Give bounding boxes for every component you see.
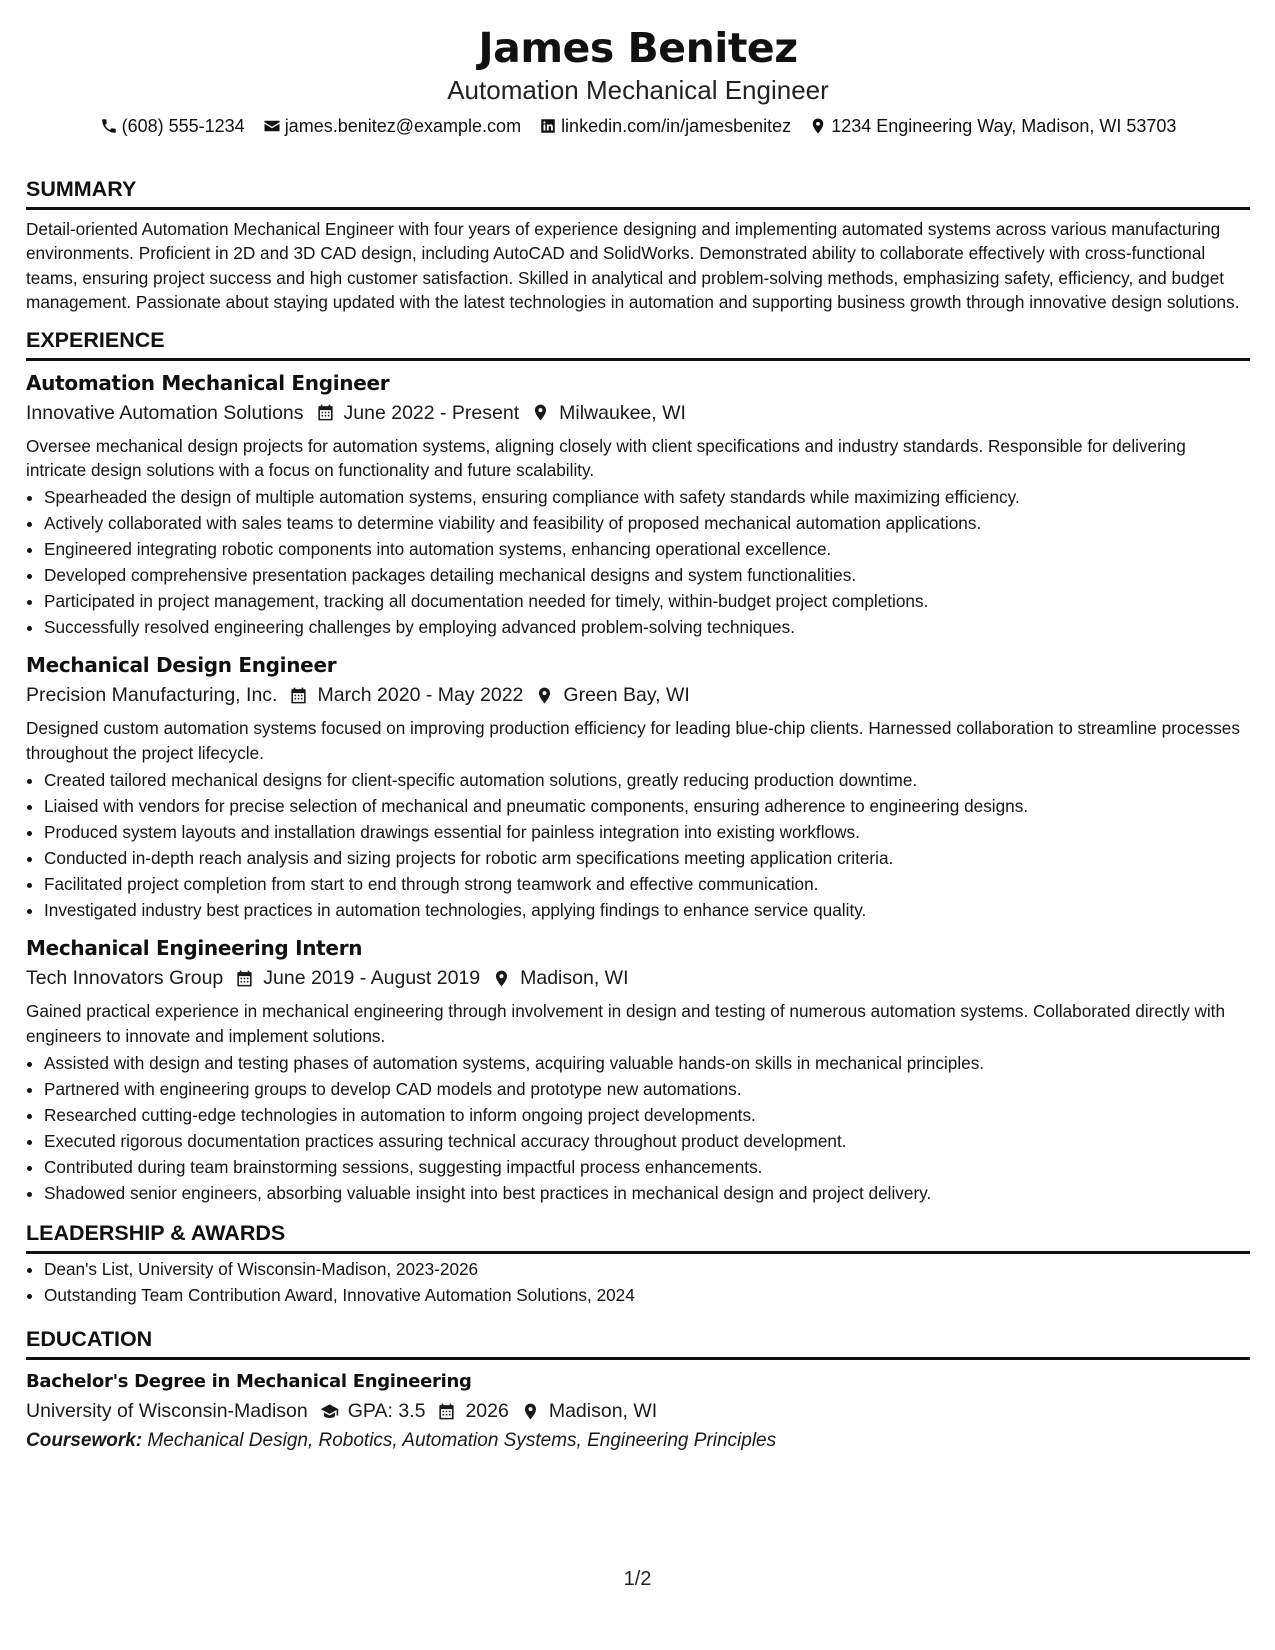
job-meta [26,680,1250,710]
job-company: Tech Innovators Group [26,967,224,990]
job-location: Green Bay, WI [563,684,690,707]
job-location: Madison, WI [520,967,629,990]
education-meta [26,1396,1250,1426]
list-item: • Produced system layouts and installation drawings essential for painless integration into existing workflows. [44,819,1250,845]
map-pin-icon [492,969,511,988]
job-location: Milwaukee, WI [559,401,686,424]
leadership-heading: LEADERSHIP & AWARDS [26,1220,1250,1254]
degree-title: Bachelor's Degree in Mechanical Engineering [26,1371,472,1393]
job-title: Mechanical Design Engineer [26,653,337,678]
job-bullets [26,484,1250,640]
job-dates: March 2020 - May 2022 [317,684,524,707]
job-dates: June 2019 - August 2019 [263,967,481,990]
job-entry [26,368,1250,641]
list-item: • Created tailored mechanical designs for client-specific automation solutions, greatly reducing production downtime. [44,767,1250,793]
map-pin-icon [809,117,827,135]
job-meta [26,398,1250,428]
graduation-cap-icon [320,1402,339,1421]
phone-icon [100,117,118,135]
job-entry [26,650,1250,923]
phone-text: (608) 555-1234 [121,116,245,136]
envelope-icon [263,117,281,135]
list-item: • Spearheaded the design of multiple automation systems, ensuring compliance with safety standards while maximizing efficiency. [44,484,1250,510]
list-item: • Liaised with vendors for precise selection of mechanical and pneumatic components, ensuring adherence to engineering designs. [44,793,1250,819]
job-meta [26,963,1250,993]
map-pin-icon [521,1402,540,1421]
job-description: Designed custom automation systems focused on improving production efficiency for leading blue-chip clients. Harnessed collaboration to streamline processes throughout the project lifecycle. [26,718,1240,763]
list-item: • Contributed during team brainstorming sessions, suggesting impactful process enhancements. [44,1154,1250,1180]
address-text: 1234 Engineering Way, Madison, WI 53703 [831,116,1177,136]
list-item: • Dean's List, University of Wisconsin-Madison, 2023-2026 [44,1256,1250,1282]
list-item: • Executed rigorous documentation practices assuring technical accuracy throughout product development. [44,1128,1250,1154]
list-item: • Successfully resolved engineering challenges by employing advanced problem-solving techniques. [44,614,1250,640]
calendar-icon [437,1402,456,1421]
contact-phone [100,114,245,138]
list-item: • Shadowed senior engineers, absorbing valuable insight into best practices in mechanical design and project delivery. [44,1180,1250,1206]
contact-address [809,114,1176,138]
calendar-icon [289,686,308,705]
email-link[interactable]: james.benitez@example.com [284,116,522,136]
page-indicator: 1/2 [623,1568,652,1590]
experience-heading: EXPERIENCE [26,327,1250,361]
list-item: • Developed comprehensive presentation packages detailing mechanical designs and system functionalities. [44,562,1250,588]
coursework-list: Mechanical Design, Robotics, Automation Systems, Engineering Principles [147,1430,777,1452]
education-location: Madison, WI [548,1400,658,1423]
job-description: Gained practical experience in mechanical engineering through involvement in design and testing of numerous automation systems. Collaborated directly with engineers to innovate and implement solutions. [26,1001,1226,1046]
contact-email[interactable] [263,114,521,138]
summary-heading: SUMMARY [26,176,1250,210]
job-dates: June 2022 - Present [343,401,520,424]
coursework-label: Coursework: [26,1430,143,1452]
list-item: • Engineered integrating robotic components into automation systems, enhancing operational excellence. [44,536,1250,562]
gpa-text: GPA: 3.5 [347,1400,426,1423]
map-pin-icon [535,686,554,705]
job-entry [26,933,1250,1206]
resume-page [26,22,1250,1456]
list-item: • Assisted with design and testing phases of automation systems, acquiring valuable hands-on skills in mechanical principles. [44,1050,1250,1076]
contact-linkedin[interactable] [539,114,791,138]
awards-list [26,1256,1250,1308]
candidate-name: James Benitez [478,24,798,72]
graduation-year: 2026 [465,1400,509,1423]
job-company: Precision Manufacturing, Inc. [26,684,278,707]
summary-text: Detail-oriented Automation Mechanical Engineer with four years of experience designing and implementing automated systems across various manufacturing environments. Proficient in 2D and 3D CAD design, including AutoCAD and SolidWorks. Demonstrated ability to collaborate effectively with cross-functional teams, ensuring project success and high customer satisfaction. Skilled in analytical and problem-solving methods, emphasizing safety, efficiency, and budget management. Passionate about staying updated with the latest technologies in automation and supporting business growth through innovative design solutions. [26,219,1240,313]
job-company: Innovative Automation Solutions [26,401,304,424]
job-description: Oversee mechanical design projects for automation systems, aligning closely with client specifications and industry standards. Responsible for delivering intricate design solutions with a focus on functionality and future scalability. [26,435,1186,481]
map-pin-icon [531,403,550,422]
coursework-line [26,1426,1250,1456]
linkedin-icon [539,117,557,135]
linkedin-link[interactable]: linkedin.com/in/jamesbenitez [561,116,792,136]
list-item: • Outstanding Team Contribution Award, Innovative Automation Solutions, 2024 [44,1282,1250,1308]
list-item: • Participated in project management, tracking all documentation needed for timely, within-budget project completions. [44,588,1250,614]
job-title: Automation Mechanical Engineer [26,370,390,395]
education-heading: EDUCATION [26,1326,1250,1360]
contact-bar [26,114,1250,138]
calendar-icon [316,403,335,422]
calendar-icon [235,969,254,988]
job-bullets [26,1050,1250,1206]
job-title: Mechanical Engineering Intern [26,936,363,961]
list-item: • Facilitated project completion from start to end through strong teamwork and effective communication. [44,871,1250,897]
list-item: • Conducted in-depth reach analysis and sizing projects for robotic arm specifications meeting application criteria. [44,845,1250,871]
school-name: University of Wisconsin-Madison [26,1400,308,1423]
candidate-role: Automation Mechanical Engineer [447,75,829,105]
list-item: • Researched cutting-edge technologies in automation to inform ongoing project developments. [44,1102,1250,1128]
job-bullets [26,767,1250,923]
list-item: • Investigated industry best practices in automation technologies, applying findings to enhance service quality. [44,897,1250,923]
list-item: • Partnered with engineering groups to develop CAD models and prototype new automations. [44,1076,1250,1102]
list-item: • Actively collaborated with sales teams to determine viability and feasibility of proposed mechanical automation applications. [44,510,1250,536]
